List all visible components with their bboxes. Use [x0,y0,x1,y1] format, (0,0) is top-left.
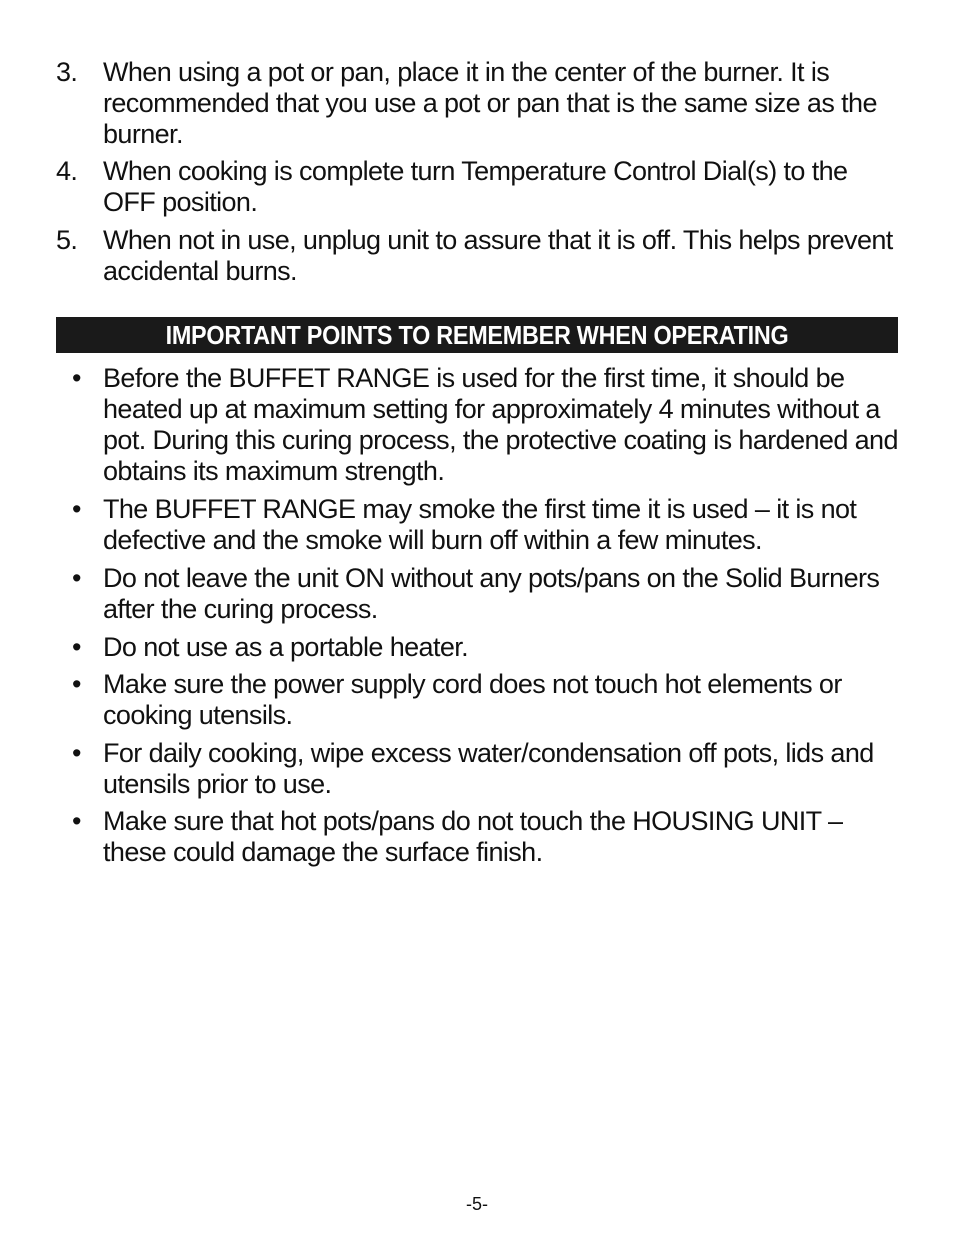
bullet-text: Do not leave the unit ON without any pots/pans on the Solid Burners after the curing process. [103,563,880,624]
bullet-item-curing [56,363,901,487]
step-text: When not in use, unplug unit to assure that it is off. This helps prevent accidental burns. [103,225,893,286]
bullet-text: Before the BUFFET RANGE is used for the first time, it should be heated up at maximum setting for approximately 4 minutes without a pot. During this curing process, the protective coating is hardened and obtains its maximum strength. [103,363,898,486]
section-heading: IMPORTANT POINTS TO REMEMBER WHEN OPERATING [165,320,789,350]
bullet-text: Make sure that hot pots/pans do not touch the HOUSING UNIT – these could damage the surface finish. [103,806,843,867]
bullet-item-heater [56,632,901,663]
bullet-text: The BUFFET RANGE may smoke the first time it is used – it is not defective and the smoke will burn off within a few minutes. [103,494,857,555]
page-number: -5- [466,1194,488,1214]
bullet-marker: • [72,738,81,768]
numbered-step-3 [56,57,901,150]
bullet-text: Make sure the power supply cord does not touch hot elements or cooking utensils. [103,669,842,730]
bullet-item-daily-cooking [56,738,901,800]
bullet-marker: • [72,632,81,662]
numbered-step-4 [56,156,901,218]
step-text: When using a pot or pan, place it in the center of the burner. It is recommended that you use a pot or pan that is the same size as the burner. [103,57,877,149]
step-number: 3. [56,57,78,87]
bullet-marker: • [72,669,81,699]
bullet-text: Do not use as a portable heater. [103,632,469,662]
bullet-item-smoke [56,494,901,556]
bullet-marker: • [72,363,81,393]
bullet-marker: • [72,806,81,836]
bullet-item-housing-unit [56,806,901,868]
bullet-item-empty-burners [56,563,901,625]
bullet-item-power-cord [56,669,901,731]
section-heading-banner [56,317,898,353]
step-text: When cooking is complete turn Temperature Control Dial(s) to the OFF position. [103,156,848,217]
bullet-marker: • [72,494,81,524]
bullet-text: For daily cooking, wipe excess water/condensation off pots, lids and utensils prior to use. [103,738,874,799]
step-number: 4. [56,156,78,186]
numbered-step-5 [56,225,901,287]
bullet-marker: • [72,563,81,593]
step-number: 5. [56,225,78,255]
